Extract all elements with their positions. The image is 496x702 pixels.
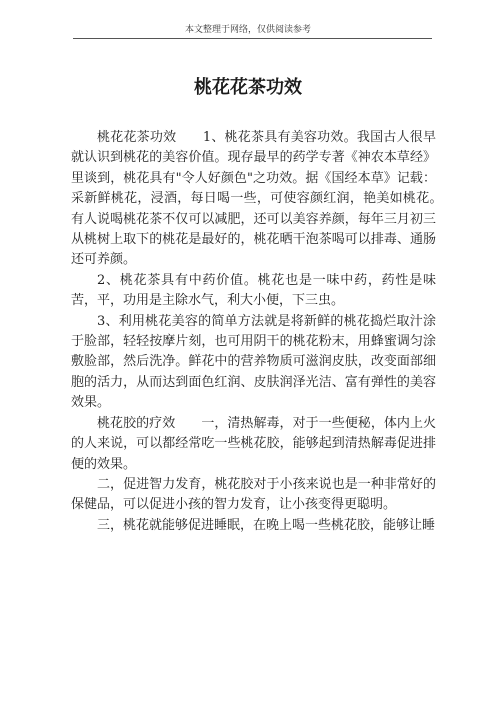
- header-note: 本文整理于网络，仅供阅读参考: [184, 25, 311, 35]
- page-header: [0, 0, 496, 40]
- document-title: 桃花花茶功效: [194, 77, 302, 98]
- paragraph-gum-sleep: 三，桃花就能够促进睡眠，在晚上喝一些桃花胶，能够让睡: [97, 517, 436, 533]
- paragraph-peach-tea-medicine: 2、桃花茶具有中药价值。桃花也是一味中药，药性是味苦，平，功用是主除水气，利大小便，下三虫。: [71, 272, 436, 309]
- document-body: [71, 128, 450, 536]
- paragraph-beauty-method: 3、利用桃花美容的简单方法就是将新鲜的桃花捣烂取汁涂于脸部，轻轻按摩片刻，也可用阴干的桃花粉末，用蜂蜜调匀涂敷脸部，然后洗净。鲜花中的营养物质可滋润皮肤，改变面部细胞的活力，从而达到面色红润、皮肤润泽光洁、富有弹性的美容效果。: [71, 313, 436, 411]
- header-divider: [73, 38, 432, 39]
- paragraph-gum-detox: 桃花胶的疗效 一，清热解毒，对于一些便秘，体内上火的人来说，可以都经常吃一些桃花胶，能够起到清热解毒促进排便的效果。: [71, 415, 436, 472]
- paragraph-peach-tea-beauty: 桃花花茶功效 1、桃花茶具有美容功效。我国古人很早就认识到桃花的美容价值。现存最早的药学专著《神农本草经》里谈到，桃花具有"令人好颜色"之功效。据《国经本草》记载：采新鲜桃花，浸酒，每日喝一些，可使容颜红润，艳美如桃花。 有人说喝桃花茶不仅可以减肥，还可以美容养颜，每年三月初三从桃树上取下的桃花是最好的，桃花晒干泡茶喝可以排毒、通肠还可养颜。: [71, 130, 450, 268]
- paragraph-gum-intelligence: 二，促进智力发育，桃花胶对于小孩来说也是一种非常好的保健品，可以促进小孩的智力发育，让小孩变得更聪明。: [71, 476, 436, 513]
